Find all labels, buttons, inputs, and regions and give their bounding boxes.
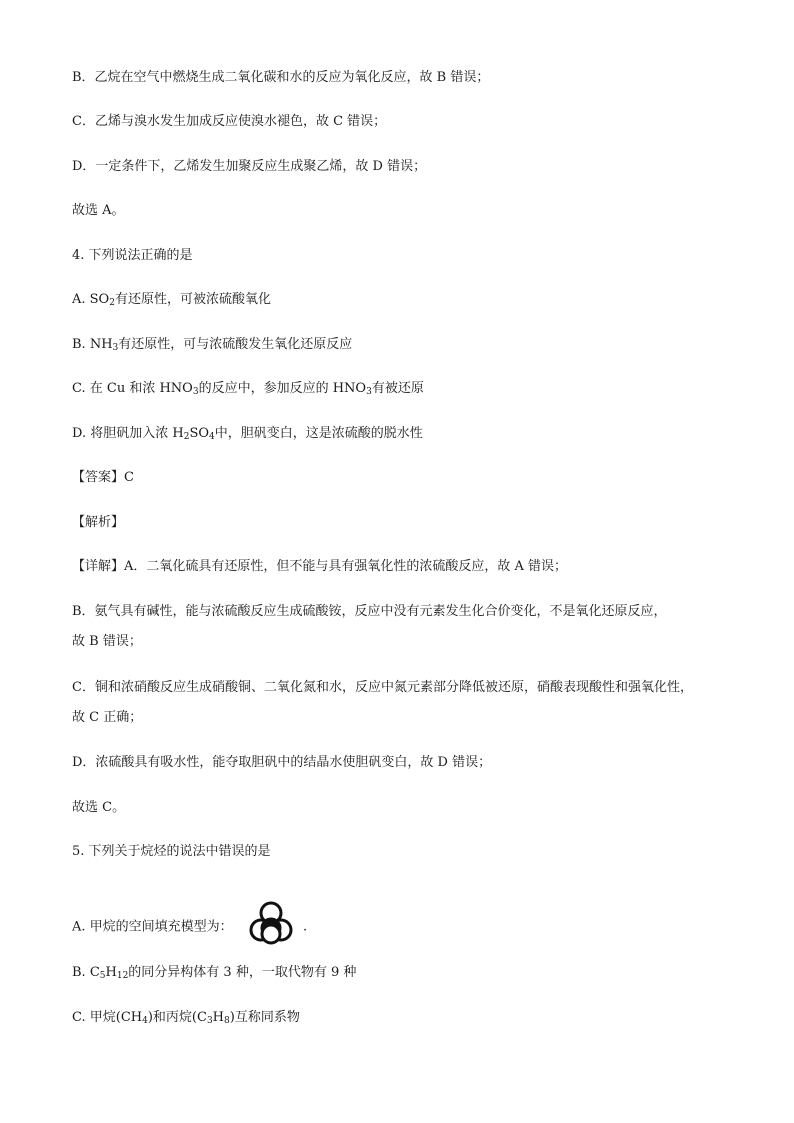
text: 有被还原 <box>371 381 424 396</box>
detail-a: 【详解】A．二氧化硫具有还原性，但不能与具有强氧化性的浓硫酸反应，故 A 错误； <box>72 559 568 574</box>
choice-conclusion: 故选 A。 <box>72 203 125 218</box>
detail-c-line2: 故 C 正确； <box>72 710 143 725</box>
subscript: 12 <box>116 971 129 981</box>
text: D. 将胆矾加入浓 H <box>72 426 184 441</box>
methane-space-filling-model-icon <box>243 900 299 954</box>
text: A. SO <box>72 292 110 307</box>
text: 中，胆矾变白，这是浓硫酸的脱水性 <box>214 426 423 441</box>
question-5-option-c <box>72 1009 734 1027</box>
subscript: 4 <box>142 1016 148 1026</box>
subscript: 4 <box>209 432 215 442</box>
subscript: 3 <box>112 343 119 353</box>
subscript: 3 <box>366 387 372 397</box>
text: A. 甲烷的空间填充模型为： <box>72 919 233 935</box>
subscript: 2 <box>109 298 115 308</box>
question-4-option-a <box>72 291 734 309</box>
text: . <box>302 919 308 935</box>
subscript: 2 <box>183 432 190 442</box>
text: H <box>212 1010 225 1025</box>
answer-label: 【答案】C <box>72 470 134 485</box>
detail-d: D．浓硫酸具有吸水性，能夺取胆矾中的结晶水使胆矾变白，故 D 错误； <box>72 755 492 770</box>
text: SO <box>189 426 210 441</box>
analysis-label: 【解析】 <box>72 515 125 530</box>
question-5-stem: 5. 下列关于烷烃的说法中错误的是 <box>72 844 271 859</box>
question-4-option-b <box>72 336 734 354</box>
question-5-option-b <box>72 964 734 982</box>
text: H <box>105 965 117 980</box>
detail-b-line1: B．氨气具有碱性，能与浓硫酸反应生成硫酸铵，反应中没有元素发生化合价变化，不是氧化还原反应， <box>72 604 667 619</box>
text: 的反应中，参加反应的 HNO <box>198 381 367 396</box>
subscript: 5 <box>99 971 106 981</box>
detail-b-line2: 故 B 错误； <box>72 634 142 649</box>
detail-c-line1: C．铜和浓硝酸反应生成硝酸铜、二氧化氮和水，反应中氮元素部分降低被还原，硝酸表现酸性和强氧化性， <box>72 680 693 695</box>
option-d-explanation: D．一定条件下，乙烯发生加聚反应生成聚乙烯，故 D 错误； <box>72 159 427 174</box>
text: 有还原性，可被浓硫酸氧化 <box>114 292 271 307</box>
text: B. C <box>72 965 100 980</box>
text: 有还原性，可与浓硫酸发生氧化还原反应 <box>118 337 353 352</box>
question-4-option-c <box>72 380 734 398</box>
text: B. NH <box>72 337 113 352</box>
question-4-option-d <box>72 425 734 443</box>
question-5-option-a <box>72 900 734 954</box>
question-4-stem: 4. 下列说法正确的是 <box>72 248 193 263</box>
option-c-explanation: C．乙烯与溴水发生加成反应使溴水褪色，故 C 错误； <box>72 114 387 129</box>
option-b-explanation: B．乙烷在空气中燃烧生成二氧化碳和水的反应为氧化反应，故 B 错误； <box>72 70 490 85</box>
subscript: 3 <box>206 1016 213 1026</box>
subscript: 8 <box>224 1016 230 1026</box>
subscript: 3 <box>192 387 199 397</box>
text: )互称同系物 <box>229 1010 300 1025</box>
text: C. 甲烷(CH <box>72 1010 143 1025</box>
detail-conclusion: 故选 C。 <box>72 800 126 815</box>
text: C. 在 Cu 和浓 HNO <box>72 381 193 396</box>
text: 的同分异构体有 3 种，一取代物有 9 种 <box>128 965 357 980</box>
text: )和丙烷(C <box>147 1010 207 1025</box>
